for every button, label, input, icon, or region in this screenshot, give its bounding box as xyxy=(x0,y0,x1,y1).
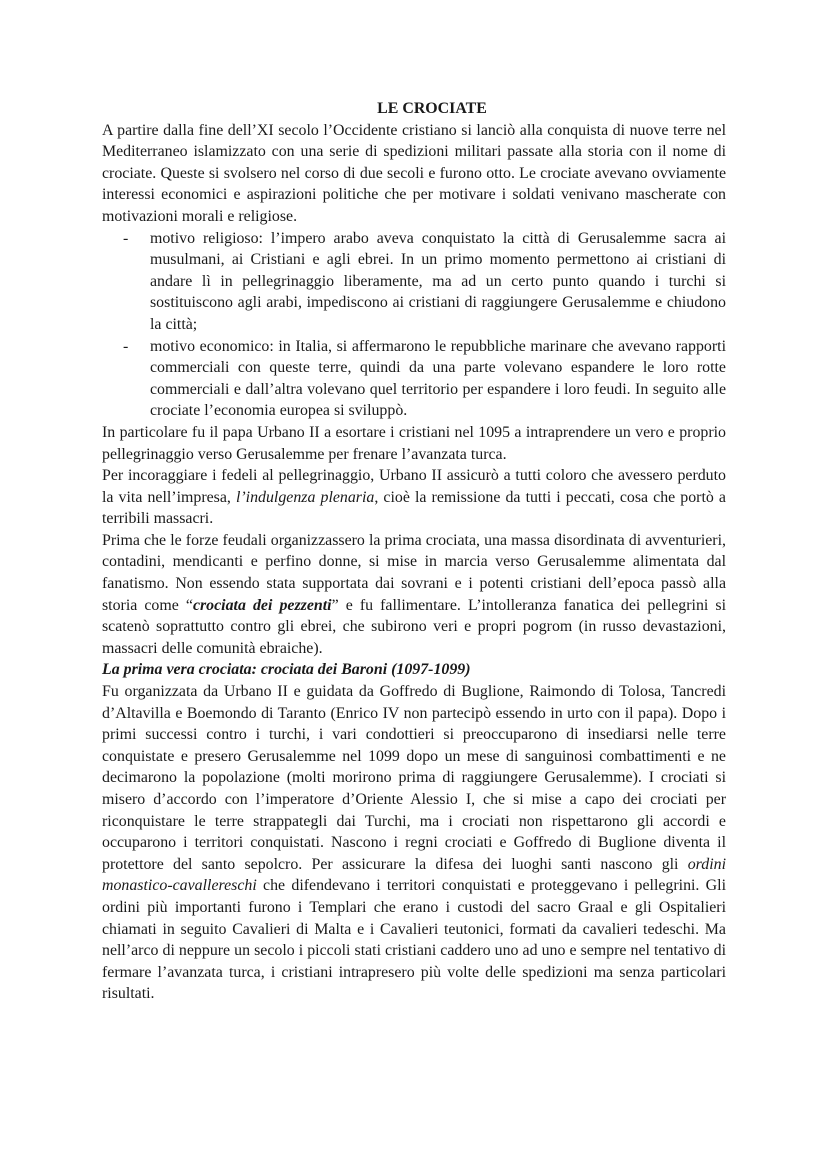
document-page xyxy=(102,98,726,1005)
intro-paragraph: A partire dalla fine dell’XI secolo l’Occidente cristiano si lanciò alla conquista di nuove terre nel Mediterraneo islamizzato con una serie di spedizioni militari passate alla storia con il nome di crociate. Queste si svolsero nel corso di due secoli e furono otto. Le crociate avevano ovviamente interessi economici e aspirazioni politiche che per motivare i soldati venivano mascherate con motivazioni morali e religiose. xyxy=(102,121,726,225)
italic-term: ordini monastico-cavallereschi xyxy=(102,855,726,895)
text-run: che difendevano i territori conquistati e proteggevano i pellegrini. Gli ordini più importanti furono i Templari che erano i custodi del sacro Graal e gli Ospitalieri chiamati in seguito Cavalieri di Malta e i Cavalieri teutonici, formati da cavalieri tedeschi. Ma nell’arco di neppure un secolo i piccoli stati cristiani caddero uno ad uno e sempre nel tentativo di fermare l’avanzata turca, i cristiani intrapresero più volte delle spedizioni ma senza particolari risultati. xyxy=(102,877,726,1003)
list-item-text: motivo religioso: l’impero arabo aveva conquistato la città di Gerusalemme sacra ai musulmani, ai Cristiani e agli ebrei. In un primo momento permettono ai cristiani di andare lì in pellegrinaggio liberamente, ma ad un certo punto quando i turchi si sostituiscono agli arabi, impediscono ai cristiani di raggiungere Gerusalemme e chiudono la città; xyxy=(150,229,726,333)
bold-italic-term: crociata dei pezzenti xyxy=(192,596,332,614)
text-run: ” e fu fallimentare. L’intolleranza fanatica dei pellegrini si scatenò soprattutto contro gli ebrei, che subirono veri e propri pogrom (in russo devastazioni, massacri delle comunità ebraiche). xyxy=(102,596,726,657)
section-heading: La prima vera crociata: crociata dei Baroni (1097-1099) xyxy=(102,661,471,679)
list-item-text: motivo economico: in Italia, si affermarono le repubbliche marinare che avevano rapporti commerciali con queste terre, quindi da una parte volevano espandere le loro rotte commerciali e dall’altra volevano quel territorio per espandere i loro feudi. In seguito alle crociate l’economia europea si sviluppò. xyxy=(150,337,726,420)
baroni-paragraph xyxy=(102,681,726,1005)
text-run: Prima che le forze feudali organizzassero la prima crociata, una massa disordinata di avventurieri, contadini, mendicanti e perfino donne, si mise in marcia verso Gerusalemme alimentata dal fanatismo. Non essendo stata supportata dai sovrani e i potenti cristiani dell’epoca passò alla storia come “ xyxy=(102,531,726,614)
italic-term: l’indulgenza plenaria xyxy=(235,488,375,506)
pezzenti-paragraph xyxy=(102,530,726,660)
text-run: Per incoraggiare i fedeli al pellegrinaggio, Urbano II assicurò a tutti coloro che avessero perduto la vita nell’impresa, xyxy=(102,467,726,506)
list-item xyxy=(123,336,726,422)
text-run: , cioè la remissione da tutti i peccati, cosa che portò a terribili massacri. xyxy=(102,488,726,528)
text-run: Fu organizzata da Urbano II e guidata da Goffredo di Buglione, Raimondo di Tolosa, Tancredi d’Altavilla e Boemondo di Taranto (Enrico IV non partecipò essendo in urto con il papa). Dopo i primi successi contro i turchi, i vari condottieri si preoccuparono di insediarsi nelle terre conquistate e presero Gerusalemme nel 1099 dopo un mese di sanguinosi combattimenti e ne decimarono la popolazione (molti morirono prima di raggiungere Gerusalemme). I crociati si misero d’accordo con l’imperatore d’Oriente Alessio I, che si mise a capo dei crociati per riconquistare le terre strappategli dai Turchi, ma i crociati non rispettarono gli accordi e occuparono i territori conquistati. Nascono i regni crociati e Goffredo di Buglione diventa il protettore del santo sepolcro. Per assicurare la difesa dei luoghi santi nascono gli xyxy=(102,683,726,873)
urbano-paragraph: In particolare fu il papa Urbano II a esortare i cristiani nel 1095 a intraprendere un vero e proprio pellegrinaggio verso Gerusalemme per frenare l’avanzata turca. xyxy=(102,423,726,463)
indulgenza-paragraph xyxy=(102,465,726,530)
list-item xyxy=(123,228,726,336)
bullet-dash: - xyxy=(123,337,129,355)
page-title: LE CROCIATE xyxy=(377,100,487,117)
motives-list xyxy=(102,228,726,422)
bullet-dash: - xyxy=(123,229,129,247)
